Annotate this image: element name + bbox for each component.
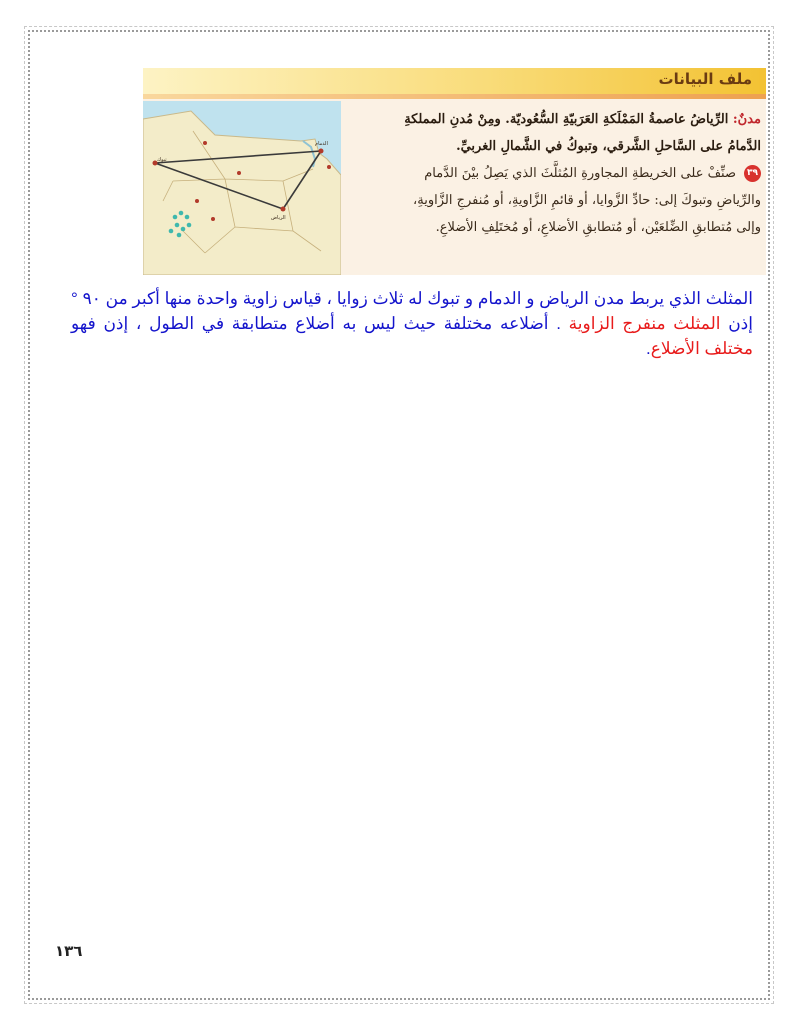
exercise-line-1-text: صنِّفْ على الخريطةِ المجاورةِ المُثلَّثَ الذي يَصِلُ بيْنَ الدَّمام <box>424 166 736 181</box>
answer-text-3: . <box>645 339 651 358</box>
land-area <box>143 111 341 275</box>
city-marker <box>195 199 199 203</box>
data-line-2 <box>345 133 761 160</box>
data-file-text <box>345 106 761 241</box>
answer-scalene-term: مختلف الأضلاع <box>650 339 753 358</box>
data-line-2-text: الدَّمامُ على السَّاحلِ الشَّرقي، وتبوكُ في الشَّمالِ الغربيِّ. <box>456 139 761 154</box>
data-line-1 <box>345 106 761 133</box>
saudi-map <box>143 101 341 275</box>
exercise-line-2 <box>345 187 761 214</box>
answer-text-1: المثلث الذي يربط مدن الرياض و الدمام و تبوك له ثلاث زوايا ، قياس زاوية واحدة منها أكبر من ٩٠ ° إذن <box>71 289 753 333</box>
answer-obtuse-term: المثلث منفرج الزاوية <box>568 314 721 333</box>
data-file-title: ملف البيانات <box>658 70 752 88</box>
exercise-line-2-text: والرِّياضِ وتبوكَ إلى: حادِّ الزَّوايا، أو قائمِ الزَّاويةِ، أو مُنفرجِ الزَّاويةِ، <box>413 193 761 208</box>
answer-text-2: . أضلاعه مختلفة حيث ليس به أضلاع متطابقة في الطول ، إذن فهو <box>71 314 569 333</box>
exercise-line-3-text: وإلى مُتطابقِ الضِّلعَيْن، أو مُتطابقِ الأضلاعِ، أو مُختَلِفِ الأضلاعِ. <box>435 220 761 235</box>
data-line-1-text: الرِّياضُ عاصمةُ المَمْلَكةِ العَرَبيّةِ السُّعُوديّة. ومِنْ مُدنِ المملكةِ <box>404 112 729 127</box>
exercise-line-3 <box>345 214 761 241</box>
city-marker <box>237 171 241 175</box>
header-underline <box>143 94 766 99</box>
data-file-box <box>143 68 766 275</box>
map-label-riyadh: الرياض <box>271 215 286 221</box>
exercise-line-1 <box>345 160 761 187</box>
map-label-dammam: الدمام <box>315 141 328 147</box>
map-label-tabuk: تبوك <box>157 157 167 163</box>
city-marker <box>327 165 331 169</box>
city-marker <box>319 149 324 154</box>
exercise-number-badge: ٣٩ <box>744 165 761 182</box>
data-file-header <box>143 68 766 94</box>
answer-paragraph <box>71 286 753 361</box>
cities-label: مدنٌ: <box>728 112 761 127</box>
city-marker <box>211 217 215 221</box>
city-marker <box>281 207 286 212</box>
page-number: ١٣٦ <box>55 942 83 960</box>
city-marker <box>203 141 207 145</box>
map-image <box>143 101 341 275</box>
